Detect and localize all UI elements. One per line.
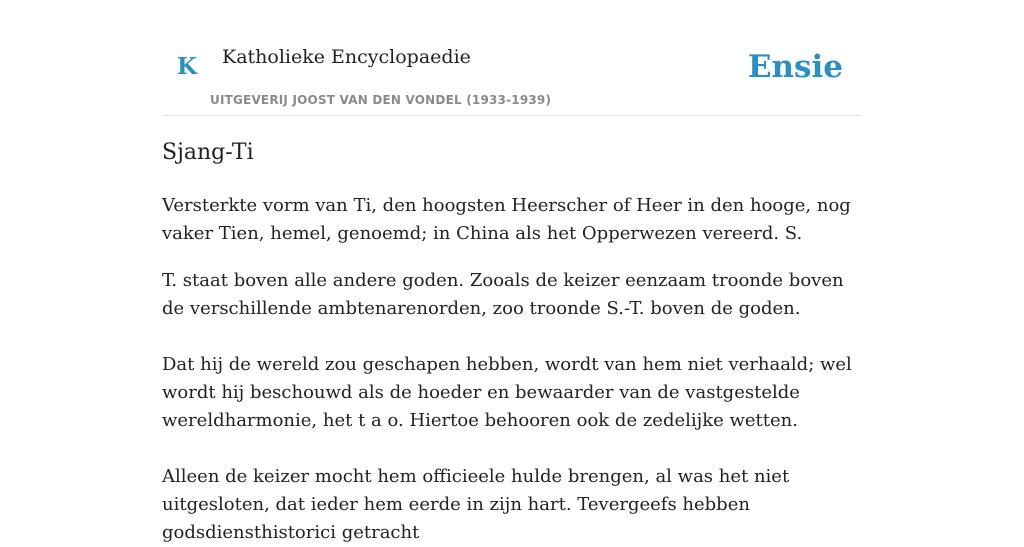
article-paragraph: Alleen de keizer mocht hem officieele hulde brengen, al was het niet uitgesloten, dat ieder hem eerde in zijn hart. Tevergeefs hebben godsdiensthistorici getracht <box>162 466 790 543</box>
article-title: Sjang-Ti <box>162 140 254 165</box>
article-body <box>162 192 862 547</box>
publisher-subtitle: UITGEVERIJ JOOST VAN DEN VONDEL (1933-1939) <box>210 93 552 107</box>
article-paragraph: T. staat boven alle andere goden. Zooals de keizer eenzaam troonde boven de verschillende ambtenarenorden, zoo troonde S.-T. boven de goden. <box>162 270 844 319</box>
header <box>162 0 862 116</box>
publication-title[interactable]: Katholieke Encyclopaedie <box>222 46 471 68</box>
brand-logo-link[interactable]: Ensie <box>747 49 843 85</box>
article-paragraph: Dat hij de wereld zou geschapen hebben, wordt van hem niet verhaald; wel wordt hij beschouwd als de hoeder en bewaarder van de vastgestelde wereldharmonie, het t a o. Hiertoe behooren ook de zedelijke wetten. <box>162 354 852 431</box>
page <box>162 0 862 543</box>
publication-logo[interactable]: K <box>177 53 197 80</box>
article-paragraph: Versterkte vorm van Ti, den hoogsten Heerscher of Heer in den hooge, nog vaker Tien, hemel, genoemd; in China als het Opperwezen vereerd. S. <box>162 195 851 244</box>
